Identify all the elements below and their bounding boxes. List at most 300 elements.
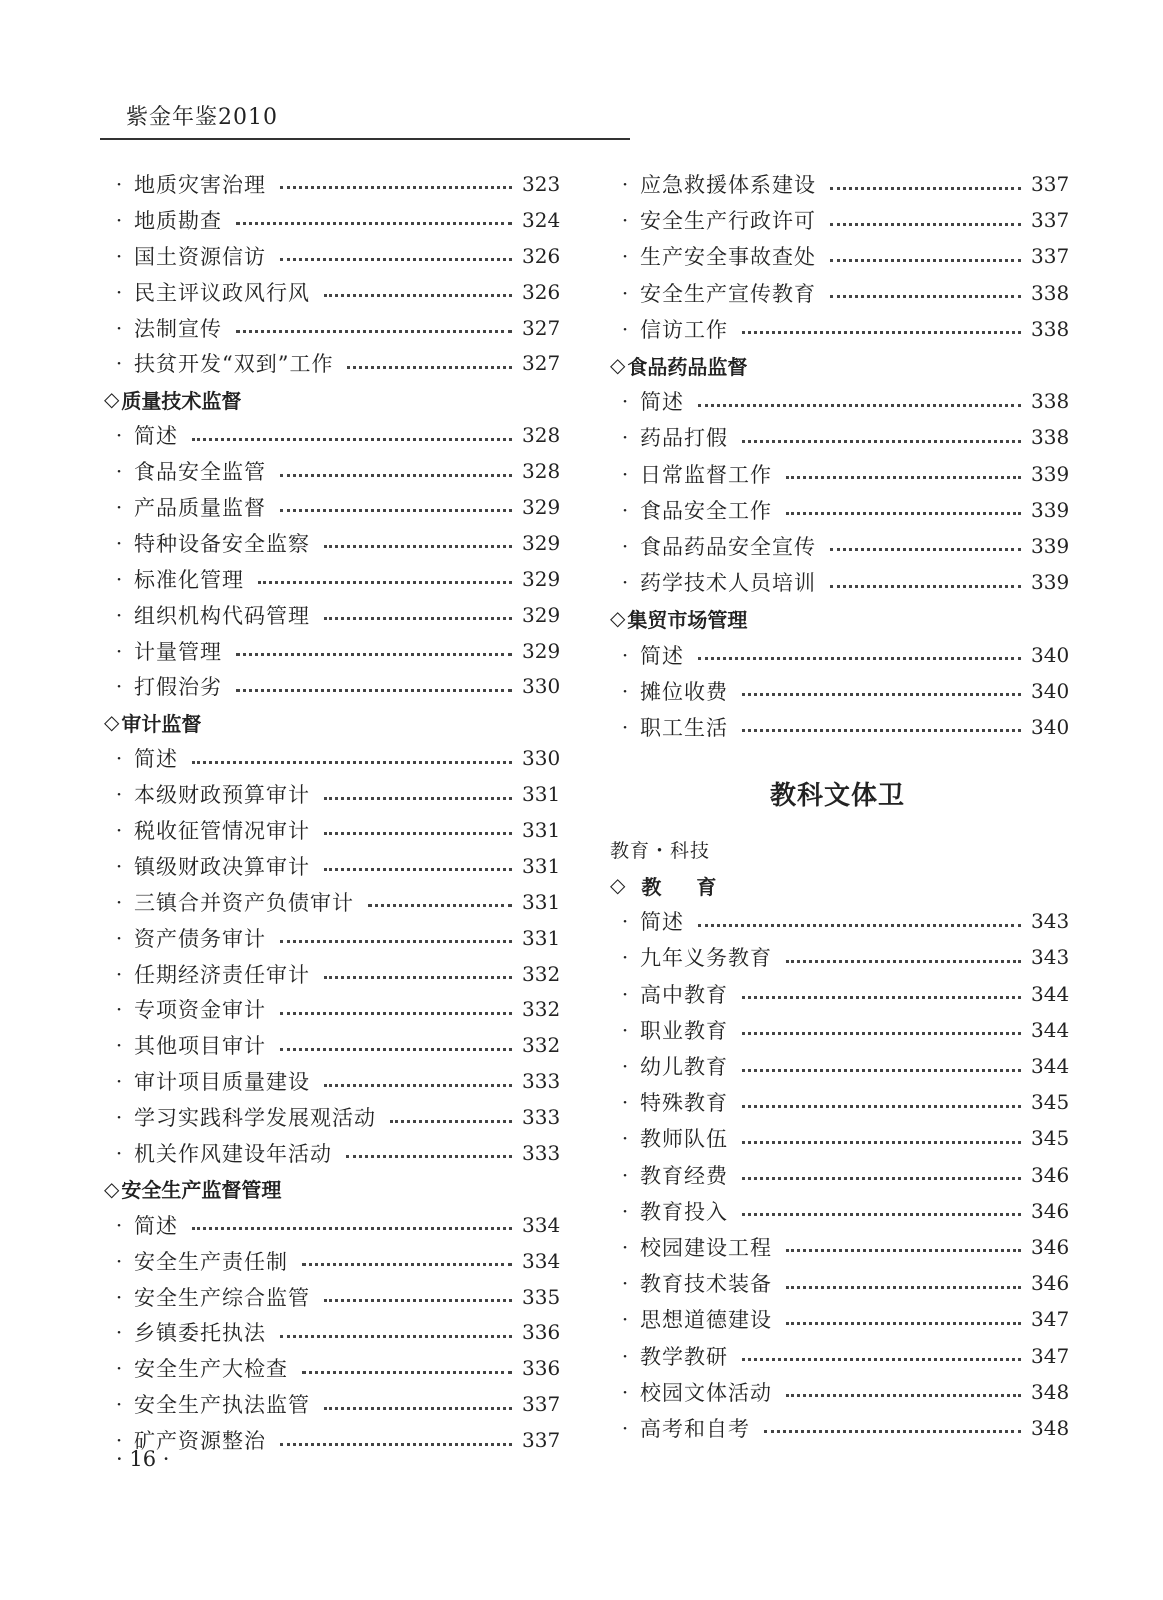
bullet-icon: · — [621, 497, 629, 522]
dot-leader — [742, 1137, 1021, 1144]
entry-label: 地质灾害治理 — [134, 172, 266, 197]
entry-page-number: 338 — [1031, 425, 1070, 450]
toc-right-bottom-list — [610, 903, 1070, 1446]
dot-leader — [280, 254, 512, 261]
dot-leader — [742, 436, 1021, 443]
dot-leader — [698, 920, 1021, 927]
entry-label: 三镇合并资产负债审计 — [134, 890, 354, 915]
bullet-icon: · — [621, 1379, 629, 1404]
entry-label: 任期经济责任审计 — [134, 962, 310, 987]
entry-label: 日常监督工作 — [640, 462, 772, 487]
bullet-icon: · — [621, 678, 629, 703]
toc-entry — [610, 1157, 1070, 1193]
entry-page-number: 328 — [522, 423, 561, 448]
entry-label: 教育经费 — [640, 1163, 728, 1188]
entry-page-number: 326 — [522, 243, 561, 268]
dot-leader — [324, 1295, 512, 1302]
entry-page-number: 336 — [522, 1356, 561, 1381]
entry-label: 简述 — [640, 643, 684, 668]
bullet-icon: · — [115, 889, 123, 914]
toc-right-column — [610, 166, 1070, 1446]
dot-leader — [192, 1223, 512, 1230]
toc-entry — [104, 812, 561, 848]
dot-leader — [236, 685, 512, 692]
bullet-icon: · — [621, 172, 629, 197]
toc-entry — [104, 274, 561, 310]
entry-page-number: 343 — [1031, 909, 1070, 934]
dot-leader — [742, 1173, 1021, 1180]
toc-section-heading — [104, 1171, 556, 1207]
dot-leader — [830, 219, 1021, 226]
dot-leader — [280, 1008, 512, 1015]
dot-leader — [786, 1390, 1021, 1397]
bullet-icon: · — [115, 1069, 123, 1094]
entry-label: 摊位收费 — [640, 679, 728, 704]
entry-label: 食品安全工作 — [640, 498, 772, 523]
dot-leader — [698, 400, 1021, 407]
dot-leader — [786, 472, 1021, 479]
dot-leader — [280, 470, 512, 477]
entry-label: 教师队伍 — [640, 1127, 728, 1152]
entry-page-number: 329 — [522, 602, 561, 627]
toc-entry — [104, 1243, 561, 1279]
entry-label: 安全生产综合监管 — [134, 1285, 310, 1310]
toc-entry — [104, 345, 561, 381]
entry-page-number: 329 — [522, 530, 561, 555]
bullet-icon: · — [621, 1415, 629, 1440]
bullet-icon: · — [115, 207, 123, 232]
entry-page-number: 335 — [522, 1284, 561, 1309]
bullet-icon: · — [115, 494, 123, 519]
bullet-icon: · — [115, 782, 123, 807]
entry-label: 特殊教育 — [640, 1091, 728, 1116]
dot-leader — [302, 1367, 512, 1374]
dot-leader — [786, 956, 1021, 963]
entry-label: 学习实践科学发展观活动 — [134, 1106, 376, 1131]
toc-entry — [610, 1084, 1070, 1120]
entry-label: 机关作风建设年活动 — [134, 1141, 332, 1166]
entry-page-number: 333 — [522, 1140, 561, 1165]
toc-entry — [610, 1012, 1070, 1048]
bullet-icon: · — [621, 642, 629, 667]
entry-page-number: 326 — [522, 279, 561, 304]
diamond-icon: ◇ — [610, 606, 626, 631]
dot-leader — [324, 613, 512, 620]
toc-entry — [104, 884, 561, 920]
entry-label: 思想道德建设 — [640, 1308, 772, 1333]
entry-label: 法制宣传 — [134, 316, 222, 341]
bullet-icon: · — [115, 997, 123, 1022]
entry-page-number: 340 — [1031, 714, 1070, 739]
entry-label: 标准化管理 — [134, 567, 244, 592]
diamond-icon: ◇ — [104, 710, 120, 735]
diamond-icon: ◇ — [610, 353, 626, 378]
toc-entry — [610, 564, 1070, 600]
entry-page-number: 338 — [1031, 280, 1070, 305]
toc-entry — [610, 939, 1070, 975]
toc-entry — [104, 1063, 561, 1099]
entry-label: 高考和自考 — [640, 1416, 750, 1441]
entry-label: 校园文体活动 — [640, 1380, 772, 1405]
entry-label: 教育投入 — [640, 1199, 728, 1224]
entry-label: 安全生产执法监管 — [134, 1393, 310, 1418]
entry-label: 信访工作 — [640, 317, 728, 342]
bullet-icon: · — [621, 244, 629, 269]
bullet-icon: · — [621, 389, 629, 414]
entry-page-number: 333 — [522, 1105, 561, 1130]
dot-leader — [742, 1028, 1021, 1035]
entry-page-number: 347 — [1031, 1343, 1070, 1368]
toc-entry — [610, 673, 1070, 709]
entry-label: 简述 — [640, 910, 684, 935]
bullet-icon: · — [115, 1284, 123, 1309]
entry-page-number: 327 — [522, 351, 561, 376]
entry-page-number: 346 — [1031, 1271, 1070, 1296]
entry-page-number: 329 — [522, 638, 561, 663]
entry-label: 税收征管情况审计 — [134, 818, 310, 843]
toc-section-heading-education — [610, 867, 1065, 903]
entry-label: 药学技术人员培训 — [640, 571, 816, 596]
toc-left-column — [104, 166, 561, 1458]
entry-page-number: 340 — [1031, 642, 1070, 667]
entry-page-number: 339 — [1031, 533, 1070, 558]
section-label: 教 育 — [641, 874, 731, 899]
section-label: 质量技术监督 — [121, 388, 242, 413]
bullet-icon: · — [621, 316, 629, 341]
bullet-icon: · — [115, 853, 123, 878]
section-label: 食品药品监督 — [627, 354, 748, 379]
toc-right-top-list — [610, 166, 1070, 745]
entry-page-number: 337 — [1031, 244, 1070, 269]
dot-leader — [324, 864, 512, 871]
book-title: 紫金年鉴2010 — [126, 105, 278, 130]
dot-leader — [324, 541, 512, 548]
dot-leader — [280, 505, 512, 512]
entry-page-number: 339 — [1031, 497, 1070, 522]
entry-label: 国土资源信访 — [134, 244, 266, 269]
toc-entry — [104, 489, 561, 525]
entry-page-number: 348 — [1031, 1415, 1070, 1440]
toc-entry — [104, 166, 561, 202]
entry-label: 乡镇委托执法 — [134, 1321, 266, 1346]
section-label: 审计监督 — [121, 711, 202, 736]
entry-page-number: 331 — [522, 817, 561, 842]
toc-entry — [104, 310, 561, 346]
toc-entry — [104, 1315, 561, 1351]
toc-entry — [104, 956, 561, 992]
entry-page-number: 347 — [1031, 1307, 1070, 1332]
toc-section-heading — [610, 600, 1065, 636]
bullet-icon: · — [115, 817, 123, 842]
bullet-icon: · — [621, 909, 629, 934]
toc-entry — [104, 1207, 561, 1243]
dot-leader — [786, 508, 1021, 515]
bullet-icon: · — [115, 1140, 123, 1165]
entry-page-number: 344 — [1031, 1054, 1070, 1079]
entry-label: 安全生产大检查 — [134, 1357, 288, 1382]
entry-label: 职工生活 — [640, 715, 728, 740]
entry-label: 九年义务教育 — [640, 946, 772, 971]
entry-page-number: 329 — [522, 566, 561, 591]
dot-leader — [280, 1044, 512, 1051]
entry-page-number: 346 — [1031, 1198, 1070, 1223]
entry-label: 民主评议政风行风 — [134, 280, 310, 305]
bullet-icon: · — [115, 1033, 123, 1058]
entry-page-number: 345 — [1031, 1090, 1070, 1115]
entry-page-number: 330 — [522, 674, 561, 699]
bullet-icon: · — [115, 1392, 123, 1417]
dot-leader — [742, 327, 1021, 334]
bullet-icon: · — [115, 1212, 123, 1237]
entry-page-number: 334 — [522, 1248, 561, 1273]
dot-leader — [324, 793, 512, 800]
dot-leader — [830, 291, 1021, 298]
dot-leader — [280, 1331, 512, 1338]
bullet-icon: · — [621, 1343, 629, 1368]
entry-page-number: 348 — [1031, 1379, 1070, 1404]
entry-label: 食品安全监管 — [134, 460, 266, 485]
toc-entry — [104, 848, 561, 884]
toc-entry — [610, 1193, 1070, 1229]
entry-label: 镇级财政决算审计 — [134, 854, 310, 879]
bullet-icon: · — [621, 1271, 629, 1296]
dot-leader — [324, 1080, 512, 1087]
entry-label: 校园建设工程 — [640, 1235, 772, 1260]
entry-page-number: 331 — [522, 782, 561, 807]
toc-entry — [610, 1301, 1070, 1337]
bullet-icon: · — [621, 1126, 629, 1151]
dot-leader — [830, 581, 1021, 588]
entry-label: 药品打假 — [640, 426, 728, 451]
toc-entry — [610, 311, 1070, 347]
dot-leader — [742, 725, 1021, 732]
entry-label: 矿产资源整治 — [134, 1429, 266, 1454]
bullet-icon: · — [621, 570, 629, 595]
entry-page-number: 338 — [1031, 316, 1070, 341]
toc-section-heading — [104, 381, 556, 417]
entry-label: 教育技术装备 — [640, 1272, 772, 1297]
entry-page-number: 331 — [522, 925, 561, 950]
part-subhead: 教育・科技 — [610, 840, 711, 862]
entry-label: 高中教育 — [640, 982, 728, 1007]
bullet-icon: · — [115, 638, 123, 663]
bullet-icon: · — [115, 925, 123, 950]
entry-page-number: 323 — [522, 171, 561, 196]
dot-leader — [742, 1209, 1021, 1216]
toc-entry — [104, 668, 561, 704]
page-header — [100, 96, 630, 140]
page-number: · 16 · — [116, 1447, 170, 1471]
toc-entry — [610, 1120, 1070, 1156]
entry-label: 职业教育 — [640, 1018, 728, 1043]
entry-label: 幼儿教育 — [640, 1055, 728, 1080]
entry-label: 简述 — [134, 747, 178, 772]
entry-label: 简述 — [134, 1213, 178, 1238]
toc-entry — [104, 991, 561, 1027]
entry-page-number: 332 — [522, 961, 561, 986]
section-label: 集贸市场管理 — [627, 607, 748, 632]
toc-entry — [610, 903, 1070, 939]
bullet-icon: · — [115, 746, 123, 771]
dot-leader — [830, 255, 1021, 262]
entry-page-number: 338 — [1031, 389, 1070, 414]
entry-page-number: 330 — [522, 746, 561, 771]
entry-page-number: 336 — [522, 1320, 561, 1345]
toc-entry — [104, 1135, 561, 1171]
entry-page-number: 333 — [522, 1069, 561, 1094]
entry-page-number: 346 — [1031, 1234, 1070, 1259]
entry-label: 打假治劣 — [134, 675, 222, 700]
bullet-icon: · — [621, 1054, 629, 1079]
toc-entry — [610, 166, 1070, 202]
toc-entry — [104, 597, 561, 633]
entry-label: 扶贫开发“双到”工作 — [134, 352, 334, 377]
diamond-icon: ◇ — [610, 873, 640, 898]
toc-entry — [104, 633, 561, 669]
entry-label: 安全生产责任制 — [134, 1249, 288, 1274]
entry-label: 安全生产行政许可 — [640, 209, 816, 234]
toc-entry — [610, 528, 1070, 564]
toc-entry — [104, 1099, 561, 1135]
dot-leader — [786, 1282, 1021, 1289]
entry-label: 地质勘查 — [134, 208, 222, 233]
entry-page-number: 332 — [522, 1033, 561, 1058]
bullet-icon: · — [621, 461, 629, 486]
bullet-icon: · — [621, 533, 629, 558]
toc-entry — [610, 1410, 1070, 1446]
dot-leader — [236, 649, 512, 656]
entry-label: 食品药品安全宣传 — [640, 534, 816, 559]
bullet-icon: · — [621, 208, 629, 233]
toc-entry — [104, 776, 561, 812]
bullet-icon: · — [115, 351, 123, 376]
bullet-icon: · — [621, 1307, 629, 1332]
dot-leader — [764, 1426, 1021, 1433]
entry-label: 其他项目审计 — [134, 1034, 266, 1059]
toc-entry — [104, 740, 561, 776]
toc-entry — [610, 1337, 1070, 1373]
entry-page-number: 337 — [522, 1392, 561, 1417]
dot-leader — [368, 900, 512, 907]
dot-leader — [390, 1116, 512, 1123]
entry-page-number: 337 — [1031, 208, 1070, 233]
toc-section-heading — [104, 704, 556, 740]
dot-leader — [742, 689, 1021, 696]
dot-leader — [786, 1245, 1021, 1252]
entry-label: 本级财政预算审计 — [134, 783, 310, 808]
entry-label: 计量管理 — [134, 639, 222, 664]
dot-leader — [830, 544, 1021, 551]
spacer — [610, 745, 1065, 771]
entry-page-number: 339 — [1031, 570, 1070, 595]
dot-leader — [236, 218, 512, 225]
dot-leader — [280, 936, 512, 943]
bullet-icon: · — [621, 1017, 629, 1042]
toc-entry — [104, 202, 561, 238]
bullet-icon: · — [621, 945, 629, 970]
bullet-icon: · — [115, 961, 123, 986]
toc-entry — [104, 238, 561, 274]
entry-label: 组织机构代码管理 — [134, 603, 310, 628]
toc-entry — [104, 1386, 561, 1422]
entry-label: 教学教研 — [640, 1344, 728, 1369]
dot-leader — [258, 577, 512, 584]
toc-entry — [610, 976, 1070, 1012]
entry-page-number: 337 — [1031, 172, 1070, 197]
dot-leader — [192, 757, 512, 764]
dot-leader — [346, 1151, 512, 1158]
bullet-icon: · — [115, 1320, 123, 1345]
dot-leader — [280, 182, 512, 189]
dot-leader — [236, 326, 512, 333]
toc-entry — [610, 202, 1070, 238]
toc-entry — [104, 417, 561, 453]
toc-entry — [610, 1374, 1070, 1410]
entry-page-number: 331 — [522, 853, 561, 878]
bullet-icon: · — [115, 1428, 123, 1453]
toc-entry — [104, 453, 561, 489]
bullet-icon: · — [115, 530, 123, 555]
entry-page-number: 324 — [522, 207, 561, 232]
entry-page-number: 344 — [1031, 981, 1070, 1006]
toc-entry — [610, 1265, 1070, 1301]
bullet-icon: · — [115, 459, 123, 484]
bullet-icon: · — [621, 1234, 629, 1259]
bullet-icon: · — [621, 1162, 629, 1187]
diamond-icon: ◇ — [104, 387, 120, 412]
entry-label: 应急救援体系建设 — [640, 173, 816, 198]
toc-entry — [610, 383, 1070, 419]
dot-leader — [324, 972, 512, 979]
entry-label: 简述 — [640, 390, 684, 415]
entry-label: 特种设备安全监察 — [134, 531, 310, 556]
entry-page-number: 334 — [522, 1212, 561, 1237]
dot-leader — [324, 1403, 512, 1410]
bullet-icon: · — [115, 279, 123, 304]
dot-leader — [830, 183, 1021, 190]
dot-leader — [324, 290, 512, 297]
entry-page-number: 345 — [1031, 1126, 1070, 1151]
part-title: 教科文体卫 — [769, 781, 905, 811]
dot-leader — [324, 828, 512, 835]
bullet-icon: · — [621, 280, 629, 305]
bullet-icon: · — [115, 423, 123, 448]
entry-label: 简述 — [134, 424, 178, 449]
toc-entry — [610, 1048, 1070, 1084]
toc-entry — [104, 561, 561, 597]
entry-page-number: 328 — [522, 459, 561, 484]
entry-page-number: 339 — [1031, 461, 1070, 486]
toc-entry — [610, 492, 1070, 528]
entry-label: 安全生产宣传教育 — [640, 281, 816, 306]
bullet-icon: · — [115, 243, 123, 268]
toc-entry — [610, 456, 1070, 492]
entry-page-number: 344 — [1031, 1017, 1070, 1042]
toc-entry — [610, 1229, 1070, 1265]
dot-leader — [302, 1259, 512, 1266]
bullet-icon: · — [621, 1198, 629, 1223]
entry-page-number: 337 — [522, 1428, 561, 1453]
toc-entry — [610, 275, 1070, 311]
bullet-icon: · — [115, 1356, 123, 1381]
dot-leader — [192, 434, 512, 441]
dot-leader — [786, 1318, 1021, 1325]
entry-page-number: 346 — [1031, 1162, 1070, 1187]
bullet-icon: · — [115, 1105, 123, 1130]
toc-entry — [104, 1350, 561, 1386]
entry-label: 生产安全事故查处 — [640, 245, 816, 270]
section-label: 安全生产监督管理 — [121, 1178, 282, 1203]
